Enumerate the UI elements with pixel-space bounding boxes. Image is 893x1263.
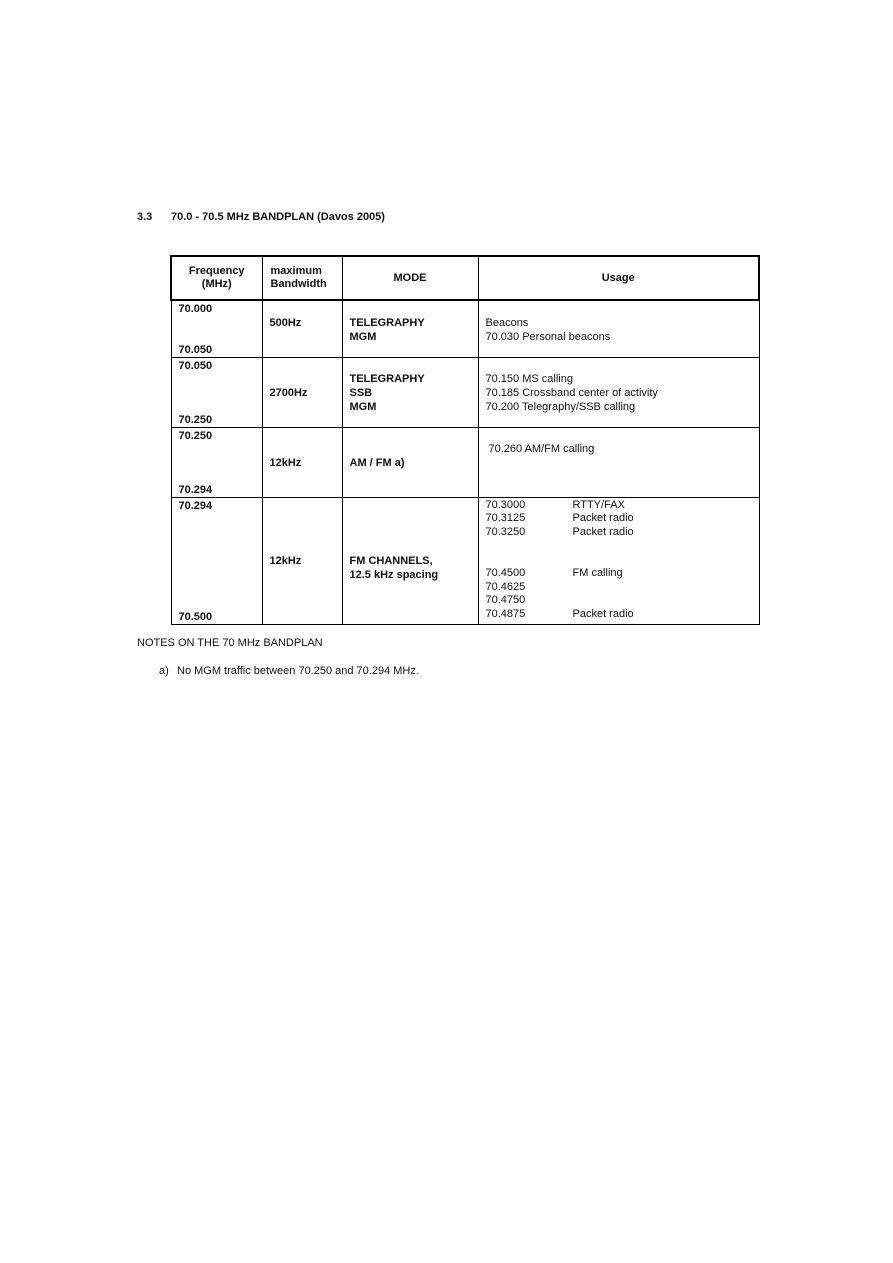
section-number: 3.3 bbox=[137, 211, 153, 223]
notes-title: NOTES ON THE 70 MHz BANDPLAN bbox=[137, 637, 323, 649]
header-bandwidth bbox=[262, 256, 342, 300]
mode-line: TELEGRAPHY bbox=[349, 317, 425, 329]
usage-line: 70.260 AM/FM calling bbox=[488, 442, 595, 455]
table-row bbox=[171, 427, 759, 497]
table-row bbox=[171, 497, 759, 624]
bandwidth-value: 500Hz bbox=[269, 317, 302, 329]
mode-line: 12.5 kHz spacing bbox=[349, 568, 439, 581]
freq-cell bbox=[171, 300, 262, 357]
bandwidth-value: 12kHz bbox=[269, 456, 302, 469]
channel-freq: 70.4500 bbox=[485, 567, 526, 579]
header-bandwidth-line2: Bandwidth bbox=[270, 278, 327, 290]
usage-line: 70.200 Telegraphy/SSB calling bbox=[485, 400, 636, 413]
mode-line: FM CHANNELS, bbox=[349, 554, 433, 567]
freq-start: 70.050 bbox=[178, 359, 213, 372]
table-header-row bbox=[171, 256, 759, 300]
channel-gap bbox=[486, 553, 634, 567]
freq-start: 70.250 bbox=[178, 429, 213, 442]
freq-start: 70.294 bbox=[178, 499, 213, 512]
header-frequency-line1: Frequency bbox=[188, 265, 245, 277]
usage-cell bbox=[478, 497, 759, 624]
channel-freq: 70.3000 bbox=[485, 498, 526, 511]
bandwidth-cell bbox=[262, 300, 342, 357]
note-item bbox=[159, 665, 419, 677]
channel-row bbox=[486, 608, 634, 622]
freq-cell bbox=[171, 427, 262, 497]
bandwidth-cell bbox=[262, 427, 342, 497]
channel-use: Packet radio bbox=[572, 607, 634, 620]
bandwidth-value: 12kHz bbox=[269, 554, 302, 567]
freq-cell bbox=[171, 497, 262, 624]
bandwidth-cell bbox=[262, 497, 342, 624]
bandplan-table bbox=[170, 255, 760, 625]
channel-row bbox=[486, 594, 634, 608]
mode-cell bbox=[342, 357, 478, 427]
mode-cell bbox=[342, 427, 478, 497]
mode-line: MGM bbox=[349, 400, 377, 413]
channel-row bbox=[486, 526, 634, 540]
channel-freq: 70.3250 bbox=[485, 525, 526, 538]
bandwidth-cell bbox=[262, 357, 342, 427]
mode-cell bbox=[342, 497, 478, 624]
table-row bbox=[171, 357, 759, 427]
section-title: 70.0 - 70.5 MHz BANDPLAN (Davos 2005) bbox=[171, 211, 385, 223]
header-bandwidth-line1: maximum bbox=[270, 265, 322, 277]
mode-line: MGM bbox=[349, 331, 377, 343]
usage-line: Beacons bbox=[485, 317, 529, 329]
note-letter: a) bbox=[159, 665, 169, 677]
usage-line: 70.030 Personal beacons bbox=[485, 331, 611, 343]
freq-start: 70.000 bbox=[178, 303, 213, 315]
freq-cell bbox=[171, 357, 262, 427]
freq-end: 70.294 bbox=[178, 483, 213, 496]
channel-gap bbox=[486, 539, 634, 553]
channel-row bbox=[486, 499, 634, 513]
channel-freq: 70.4750 bbox=[485, 594, 526, 606]
channel-freq: 70.4875 bbox=[485, 607, 526, 620]
header-frequency bbox=[171, 256, 262, 300]
freq-end: 70.250 bbox=[178, 413, 213, 426]
channel-use: RTTY/FAX bbox=[572, 498, 625, 511]
usage-cell bbox=[478, 427, 759, 497]
channel-row bbox=[486, 512, 634, 526]
usage-cell bbox=[478, 357, 759, 427]
usage-cell bbox=[478, 300, 759, 357]
channel-freq: 70.4625 bbox=[485, 580, 526, 593]
mode-cell bbox=[342, 300, 478, 357]
freq-end: 70.500 bbox=[178, 610, 213, 623]
header-usage: Usage bbox=[478, 256, 759, 300]
mode-line: SSB bbox=[349, 386, 373, 399]
channel-use: FM calling bbox=[572, 567, 623, 579]
channel-freq: 70.3125 bbox=[485, 512, 526, 524]
usage-line: 70.185 Crossband center of activity bbox=[485, 386, 658, 399]
header-frequency-line2: (MHz) bbox=[201, 278, 232, 290]
channel-list bbox=[486, 499, 634, 622]
section-heading bbox=[137, 211, 385, 223]
header-mode: MODE bbox=[342, 256, 478, 300]
channel-row bbox=[486, 581, 634, 595]
mode-line: AM / FM a) bbox=[349, 456, 405, 469]
channel-use: Packet radio bbox=[572, 512, 634, 524]
freq-end: 70.050 bbox=[178, 343, 213, 356]
bandwidth-value: 2700Hz bbox=[269, 386, 308, 399]
table-row bbox=[171, 300, 759, 357]
note-text: No MGM traffic between 70.250 and 70.294 MHz. bbox=[177, 665, 419, 677]
channel-row bbox=[486, 567, 634, 581]
channel-use: Packet radio bbox=[572, 525, 634, 538]
mode-line: TELEGRAPHY bbox=[349, 372, 425, 385]
usage-line: 70.150 MS calling bbox=[485, 372, 573, 385]
